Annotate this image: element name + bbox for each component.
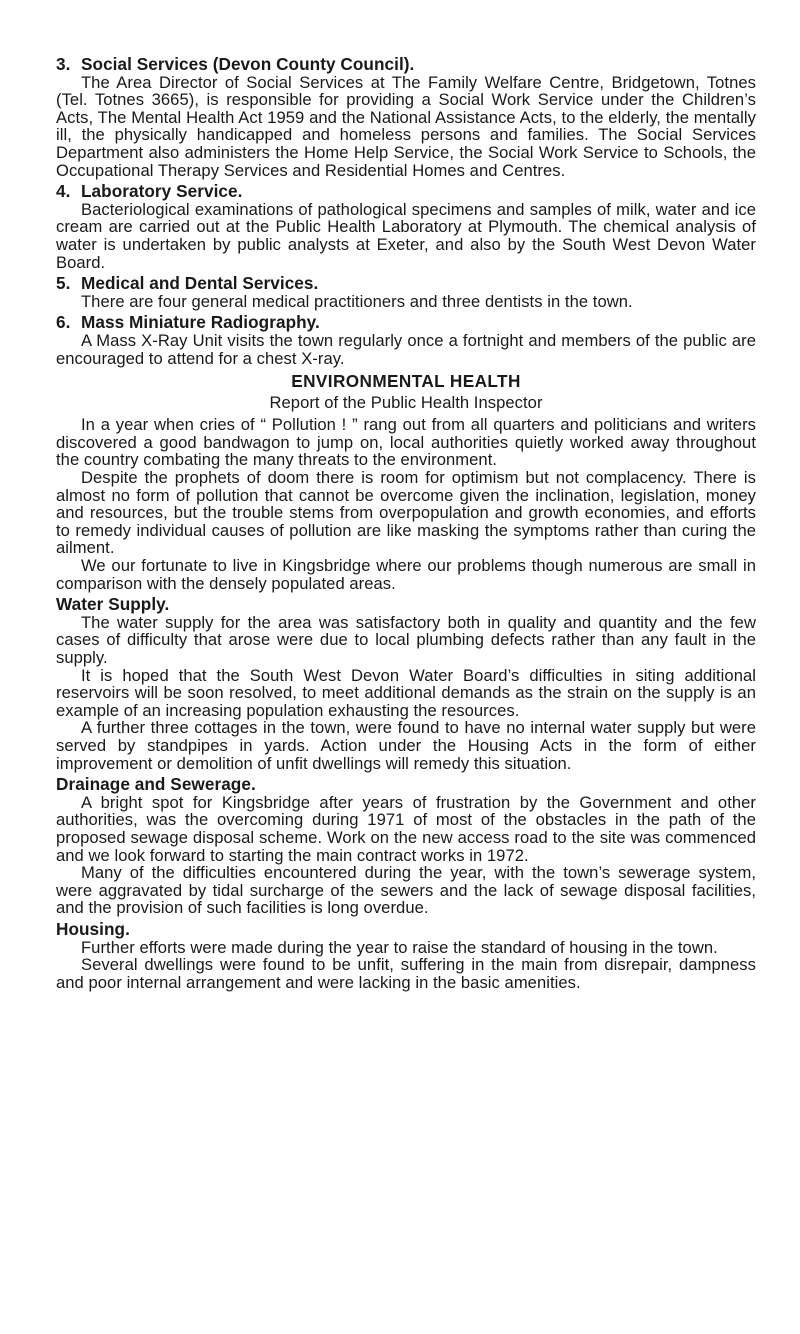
subsection-heading: Water Supply. [56, 594, 170, 615]
subsection-drainage-sewerage [56, 776, 756, 917]
section-heading [56, 275, 756, 293]
paragraph: It is hoped that the South West Devon Water Board’s difficulties in siting additional reservoirs will be soon resolved, to meet additional demands as the strain on the supply is an example of an increasing population exhausting the resources. [56, 665, 756, 720]
document-page [56, 56, 756, 991]
paragraph: The Area Director of Social Services at The Family Welfare Centre, Bridgetown, Totnes (Tel. Totnes 3665), is responsible for providing a Social Work Service under the Children’s Acts, The Mental Health Act 1959 and the National Assistance Acts, to the elderly, the mentally ill, the physically handicapped and homeless persons and families. The Social Services Department also administers the Home Help Service, the Social Work Service to Schools, the Occupational Therapy Services and Residential Homes and Centres. [56, 72, 756, 180]
paragraph: A further three cottages in the town, were found to have no internal water supply but were served by standpipes in yards. Action under the Housing Acts in the form of either improvement or demolition of unfit dwellings will remedy this situation. [56, 718, 756, 773]
environmental-health [56, 373, 756, 592]
section-number: 3. [56, 54, 71, 74]
section-medical-dental [56, 275, 756, 310]
section-mass-radiography [56, 314, 756, 367]
section-title: Social Services (Devon County Council). [81, 54, 415, 74]
section-laboratory-service [56, 183, 756, 271]
subsection-heading: Drainage and Sewerage. [56, 774, 256, 795]
paragraph: Further efforts were made during the year to raise the standard of housing in the town. [81, 937, 718, 957]
paragraph: In a year when cries of “ Pollution ! ” rang out from all quarters and politicians and writers discovered a good bandwagon to jump on, local authorities quietly worked away throughout the country combating the many threats to the environment. [56, 415, 756, 470]
section-number: 6. [56, 312, 71, 333]
paragraph: A Mass X-Ray Unit visits the town regularly once a fortnight and members of the public are encouraged to attend for a chest X-ray. [56, 330, 756, 368]
section-title: Mass Miniature Radiography. [81, 312, 320, 333]
section-heading [56, 56, 756, 74]
section-number: 4. [56, 181, 71, 202]
paragraph: There are four general medical practitioners and three dentists in the town. [81, 291, 633, 311]
paragraph: Despite the prophets of doom there is room for optimism but not complacency. There is almost no form of pollution that cannot be overcome given the inclination, legislation, money and resources, but the trouble stems from overpopulation and growth economies, and efforts to remedy individual causes of pollution are like masking the symptoms rather than curing the ailment. [56, 468, 756, 558]
paragraph: Several dwellings were found to be unfit, suffering in the main from disrepair, dampness and poor internal arrangement and were lacking in the basic amenities. [56, 955, 756, 992]
section-number: 5. [56, 273, 71, 294]
section-social-services [56, 56, 756, 179]
section-title: Laboratory Service. [81, 181, 243, 202]
paragraph: Many of the difficulties encountered during the year, with the town’s sewerage system, were aggravated by tidal surcharge of the sewers and the lack of sewage disposal facilities, and the provision of such facilities is long overdue. [56, 863, 756, 918]
paragraph: We our fortunate to live in Kingsbridge where our problems though numerous are small in comparison with the densely populated areas. [56, 556, 756, 593]
section-heading [56, 314, 756, 332]
environmental-heading: ENVIRONMENTAL HEALTH [291, 371, 521, 392]
paragraph: A bright spot for Kingsbridge after years of frustration by the Government and other authorities, was the overcoming during 1971 of most of the obstacles in the path of the proposed sewage disposal scheme. Work on the new access road to the site was commenced and we look forward to starting the main contract works in 1972. [56, 792, 756, 865]
section-heading [56, 183, 756, 201]
paragraph: Bacteriological examinations of pathological specimens and samples of milk, water and ice cream are carried out at the Public Health Laboratory at Plymouth. The chemical analysis of water is undertaken by public analysts at Exeter, and also by the South West Devon Water Board. [56, 199, 756, 272]
paragraph: The water supply for the area was satisfactory both in quality and quantity and the few cases of difficulty that arose were due to local plumbing defects rather than any fault in the supply. [56, 612, 756, 667]
subsection-housing [56, 918, 756, 992]
section-title: Medical and Dental Services. [81, 273, 319, 294]
subsection-heading: Housing. [56, 918, 130, 939]
subsection-water-supply [56, 596, 756, 772]
report-subheading: Report of the Public Health Inspector [269, 392, 543, 412]
